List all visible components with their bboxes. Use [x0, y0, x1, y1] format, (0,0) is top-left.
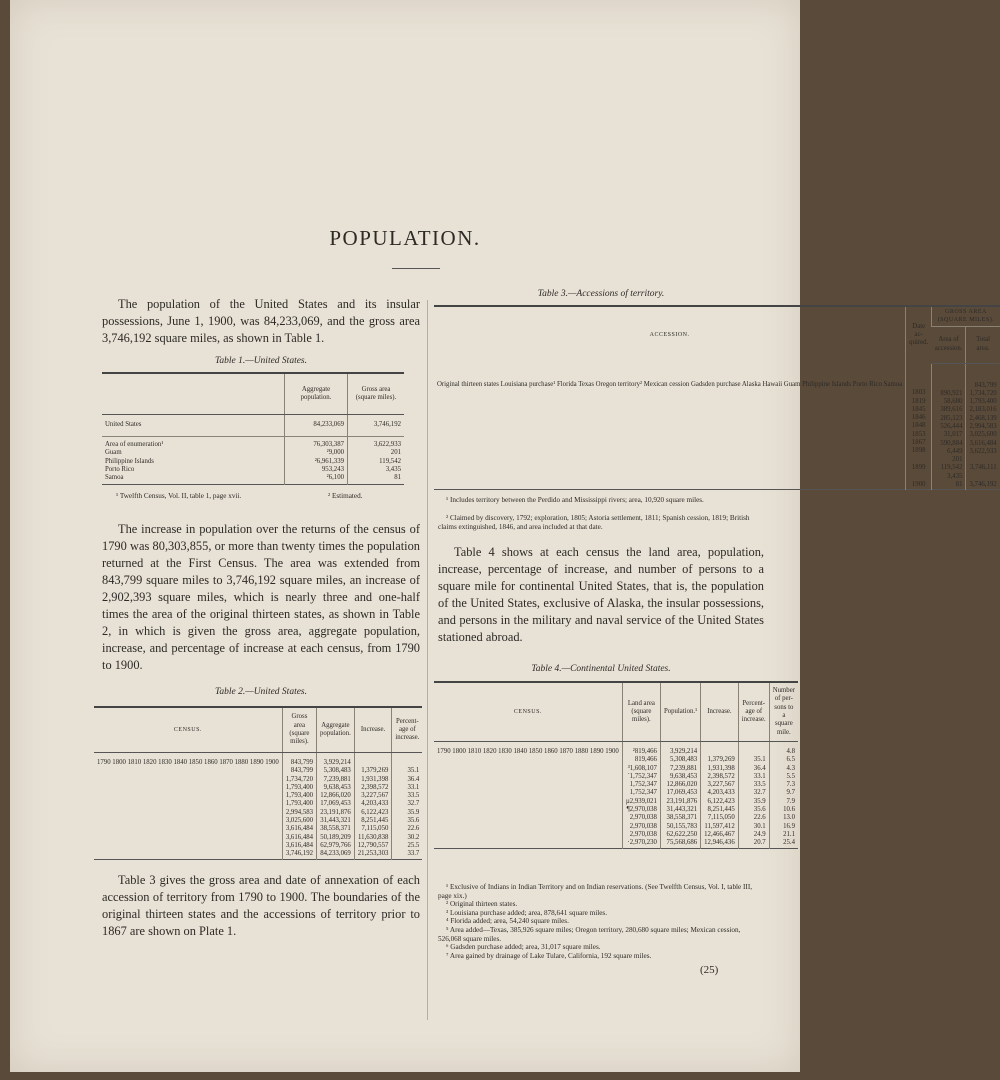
table2-header-population: Aggregate population. [317, 707, 355, 753]
table1-row-label: Samoa [105, 474, 124, 482]
table2-header-area: Gross area (square miles). [282, 707, 316, 753]
table1-row-label: Porto Rico [105, 465, 135, 473]
table3-header-accession: ACCESSION. [649, 331, 690, 338]
table4-header-increase: Increase. [701, 682, 739, 742]
page-number: (25) [700, 964, 719, 976]
paragraph-3: Table 3 gives the gross area and date of annexation of each accession of territory from 1790 to 1900. The boundaries of the original thirteen states and the accessions of territory prior to 1867 are shown on Plate 1. [102, 873, 420, 938]
table3-footnote-2: ² Claimed by discovery, 1792; exploration, 1805; Astoria settlement, 1811; Spanish cession, 1819; British claims extinguished, 1846, and area included at that date. [438, 514, 750, 531]
table4-percent-column: 35.1 36.4 33.1 33.5 32.7 35.9 35.6 22.6 30.1 24.9 20.7 [738, 742, 769, 849]
table4-footnote: ⁴ Florida added; area, 54,240 square miles. [446, 917, 569, 926]
table2-census-column: 1790 1800 1810 1820 1830 1840 1850 1860 1870 1880 1890 1900 [97, 759, 279, 766]
table2-caption: Table 2.—United States. [214, 687, 307, 697]
table1-caption: Table 1.—United States. [214, 356, 307, 366]
table2-area-column: 843,799 843,799 1,734,720 1,793,400 1,793,400 1,793,400 2,994,583 3,025,600 3,616,484 3,616,484 3,616,484 3,746,192 [282, 753, 316, 860]
table4-footnotes [438, 883, 764, 960]
table4-header-population: Population.¹ [660, 682, 700, 742]
paragraph-4: Table 4 shows at each census the land area, population, increase, percentage of increase, and number of persons to a square mile for continental United States, that is, the population of the United States, exclusive of Alaska, the insular possessions, and persons in the military and naval service of the United States stationed abroad. [438, 545, 764, 644]
table2-percent-column: 35.1 36.4 33.1 33.5 32.7 35.9 35.6 22.6 30.2 25.5 33.7 [392, 753, 422, 860]
intro-paragraph: The population of the United States and its insular possessions, June 1, 1900, was 84,233,069, and the gross area 3,746,192 square miles, as shown in Table 1. [102, 297, 420, 345]
table2-header-increase: Increase. [354, 707, 392, 753]
table3-area-column: 890,921 58,680 389,616 285,123 526,444 31,017 590,884 6,449 201 119,542 3,435 81 [932, 363, 966, 490]
table2-header-percent: Percent-age of increase. [392, 707, 422, 753]
table1-footnote-1: ¹ Twelfth Census, Vol. II, table 1, page xvii. [116, 492, 242, 500]
table1-row-pop: 953,243 [285, 466, 348, 474]
table4-caption: Table 4.—Continental United States. [531, 664, 671, 674]
table4-persons-column: 4.8 6.5 4.3 5.5 7.3 9.7 7.9 10.6 13.0 16.9 21.1 25.4 [769, 742, 798, 849]
table4-footnote: ² Original thirteen states. [446, 900, 518, 909]
table4-population-column: 3,929,214 5,308,483 7,239,881 9,638,453 12,866,020 17,069,453 23,191,876 31,443,321 38,558,371 50,155,783 62,622,250 75,568,686 [660, 742, 700, 849]
table4-footnote: ¹ Exclusive of Indians in Indian Territory and on Indian reservations. (See Twelfth Census, Vol. I, table III, page xix.) [438, 883, 753, 900]
table3-header-total-area: Total area. [966, 326, 1000, 363]
table2-population-column: 3,929,214 5,308,483 7,239,881 9,638,453 12,866,020 17,069,453 23,191,876 31,443,321 38,558,371 50,189,209 62,979,766 84,233,069 [317, 753, 355, 860]
title-rule [392, 268, 440, 269]
table1-row-pop: ²6,100 [285, 474, 348, 485]
table1-row-area: 119,542 [348, 458, 405, 466]
table3-accession-column: Original thirteen states Louisiana purchase¹ Florida Texas Oregon territory² Mexican cession Gadsden purchase Alaska Hawaii Guam Philippine Islands Porto Rico Samoa [437, 381, 903, 388]
table1-row-pop: 84,233,069 [285, 415, 348, 437]
table4-footnote: ⁷ Area gained by drainage of Lake Tulare, California, 192 square miles. [446, 951, 652, 960]
table1-row-label: Philippine Islands [105, 457, 154, 465]
table1 [102, 372, 404, 485]
table4-header-percent: Percent-age of increase. [738, 682, 769, 742]
table4-footnote: ⁵ Area added—Texas, 385,926 square miles; Oregon territory, 280,680 square miles; Mexican cession, 526,068 square miles. [438, 925, 741, 943]
table3-header-gross-area: GROSS AREA (SQUARE MILES). [932, 306, 1000, 326]
table4-footnote: ⁶ Gadsden purchase added; area, 31,017 square miles. [446, 943, 601, 952]
table3-header-date: Date ac-quired. [906, 306, 932, 363]
table3 [434, 305, 997, 490]
table1-row-area: 3,435 [348, 466, 405, 474]
table4 [434, 681, 795, 849]
table4-footnote: ³ Louisiana purchase added; area, 878,641 square miles. [446, 908, 608, 917]
table2-increase-column: 1,379,269 1,931,398 2,398,572 3,227,567 4,203,433 6,122,423 8,251,445 7,115,050 11,630,838 12,790,557 21,253,303 [354, 753, 392, 860]
table1-row-label: United States [105, 421, 142, 429]
paragraph-2: The increase in population over the returns of the census of 1790 was 80,303,855, or more than twenty times the population returned at the First Census. The area was extended from 843,799 square miles to 3,746,192 square miles, an increase of 2,902,393 square miles, which is nearly three and one-half times the area of the original thirteen states, as shown in Table 2, in which is given the gross area, aggregate population, increase, and percentage of increase at each census, from 1790 to 1900. [102, 522, 420, 672]
table4-header-census: CENSUS. [434, 682, 622, 742]
table4-header-land-area: Land area (square miles). [622, 682, 660, 742]
table1-row-label: Area of enumeration¹ [105, 441, 164, 448]
table1-row-label: Guam [105, 449, 122, 457]
table4-header-persons-per-mile: Number of per-sons to a square mile. [769, 682, 798, 742]
page-title: POPULATION. [329, 226, 481, 250]
table1-header-area: Gross area (square miles). [348, 373, 405, 415]
table4-increase-column: 1,379,269 1,931,398 2,398,572 3,227,567 4,203,433 6,122,423 8,251,445 7,115,050 11,597,412 12,466,467 12,946,436 [701, 742, 739, 849]
table3-total-column: 843,799 1,734,720 1,793,400 2,183,016 2,468,139 2,994,583 3,025,600 3,616,484 3,622,933 3,746,111 3,746,192 [966, 363, 1000, 490]
table1-row-pop: 76,303,387 [285, 437, 348, 450]
table1-row-area: 3,622,933 [348, 437, 405, 450]
table1-row-area: 201 [348, 449, 405, 457]
table1-row-pop: ²6,961,339 [285, 458, 348, 466]
table1-row-area: 3,746,192 [348, 415, 405, 437]
table3-footnote-1: ¹ Includes territory between the Perdido and Mississippi rivers; area, 10,920 square miles. [446, 496, 704, 504]
table2 [94, 706, 422, 860]
table4-land-column: ²819,466 819,466 ³1,608,107 ´1,752,347 1,752,347 1,752,347 µ2,939,021 ¶2,970,038 2,970,038 2,970,038 2,970,038 ·2,970,230 [622, 742, 660, 849]
table1-header-population: Aggregate population. [285, 373, 348, 415]
table1-row-pop: ²9,000 [285, 449, 348, 457]
table4-census-column: 1790 1800 1810 1820 1830 1840 1850 1860 1870 1880 1890 1900 [437, 748, 619, 755]
table3-header-accession-area: Area of accession. [932, 326, 966, 363]
table1-footnote-2: ² Estimated. [328, 492, 363, 500]
table3-caption: Table 3.—Accessions of territory. [537, 289, 665, 299]
table1-row-area: 81 [348, 474, 405, 485]
document-page [10, 0, 997, 1072]
table2-header-census: CENSUS. [94, 707, 282, 753]
table3-date-column: 1803 1819 1845 1846 1848 1853 1867 1898 1899 1900 [906, 363, 932, 490]
column-divider [427, 300, 428, 1020]
